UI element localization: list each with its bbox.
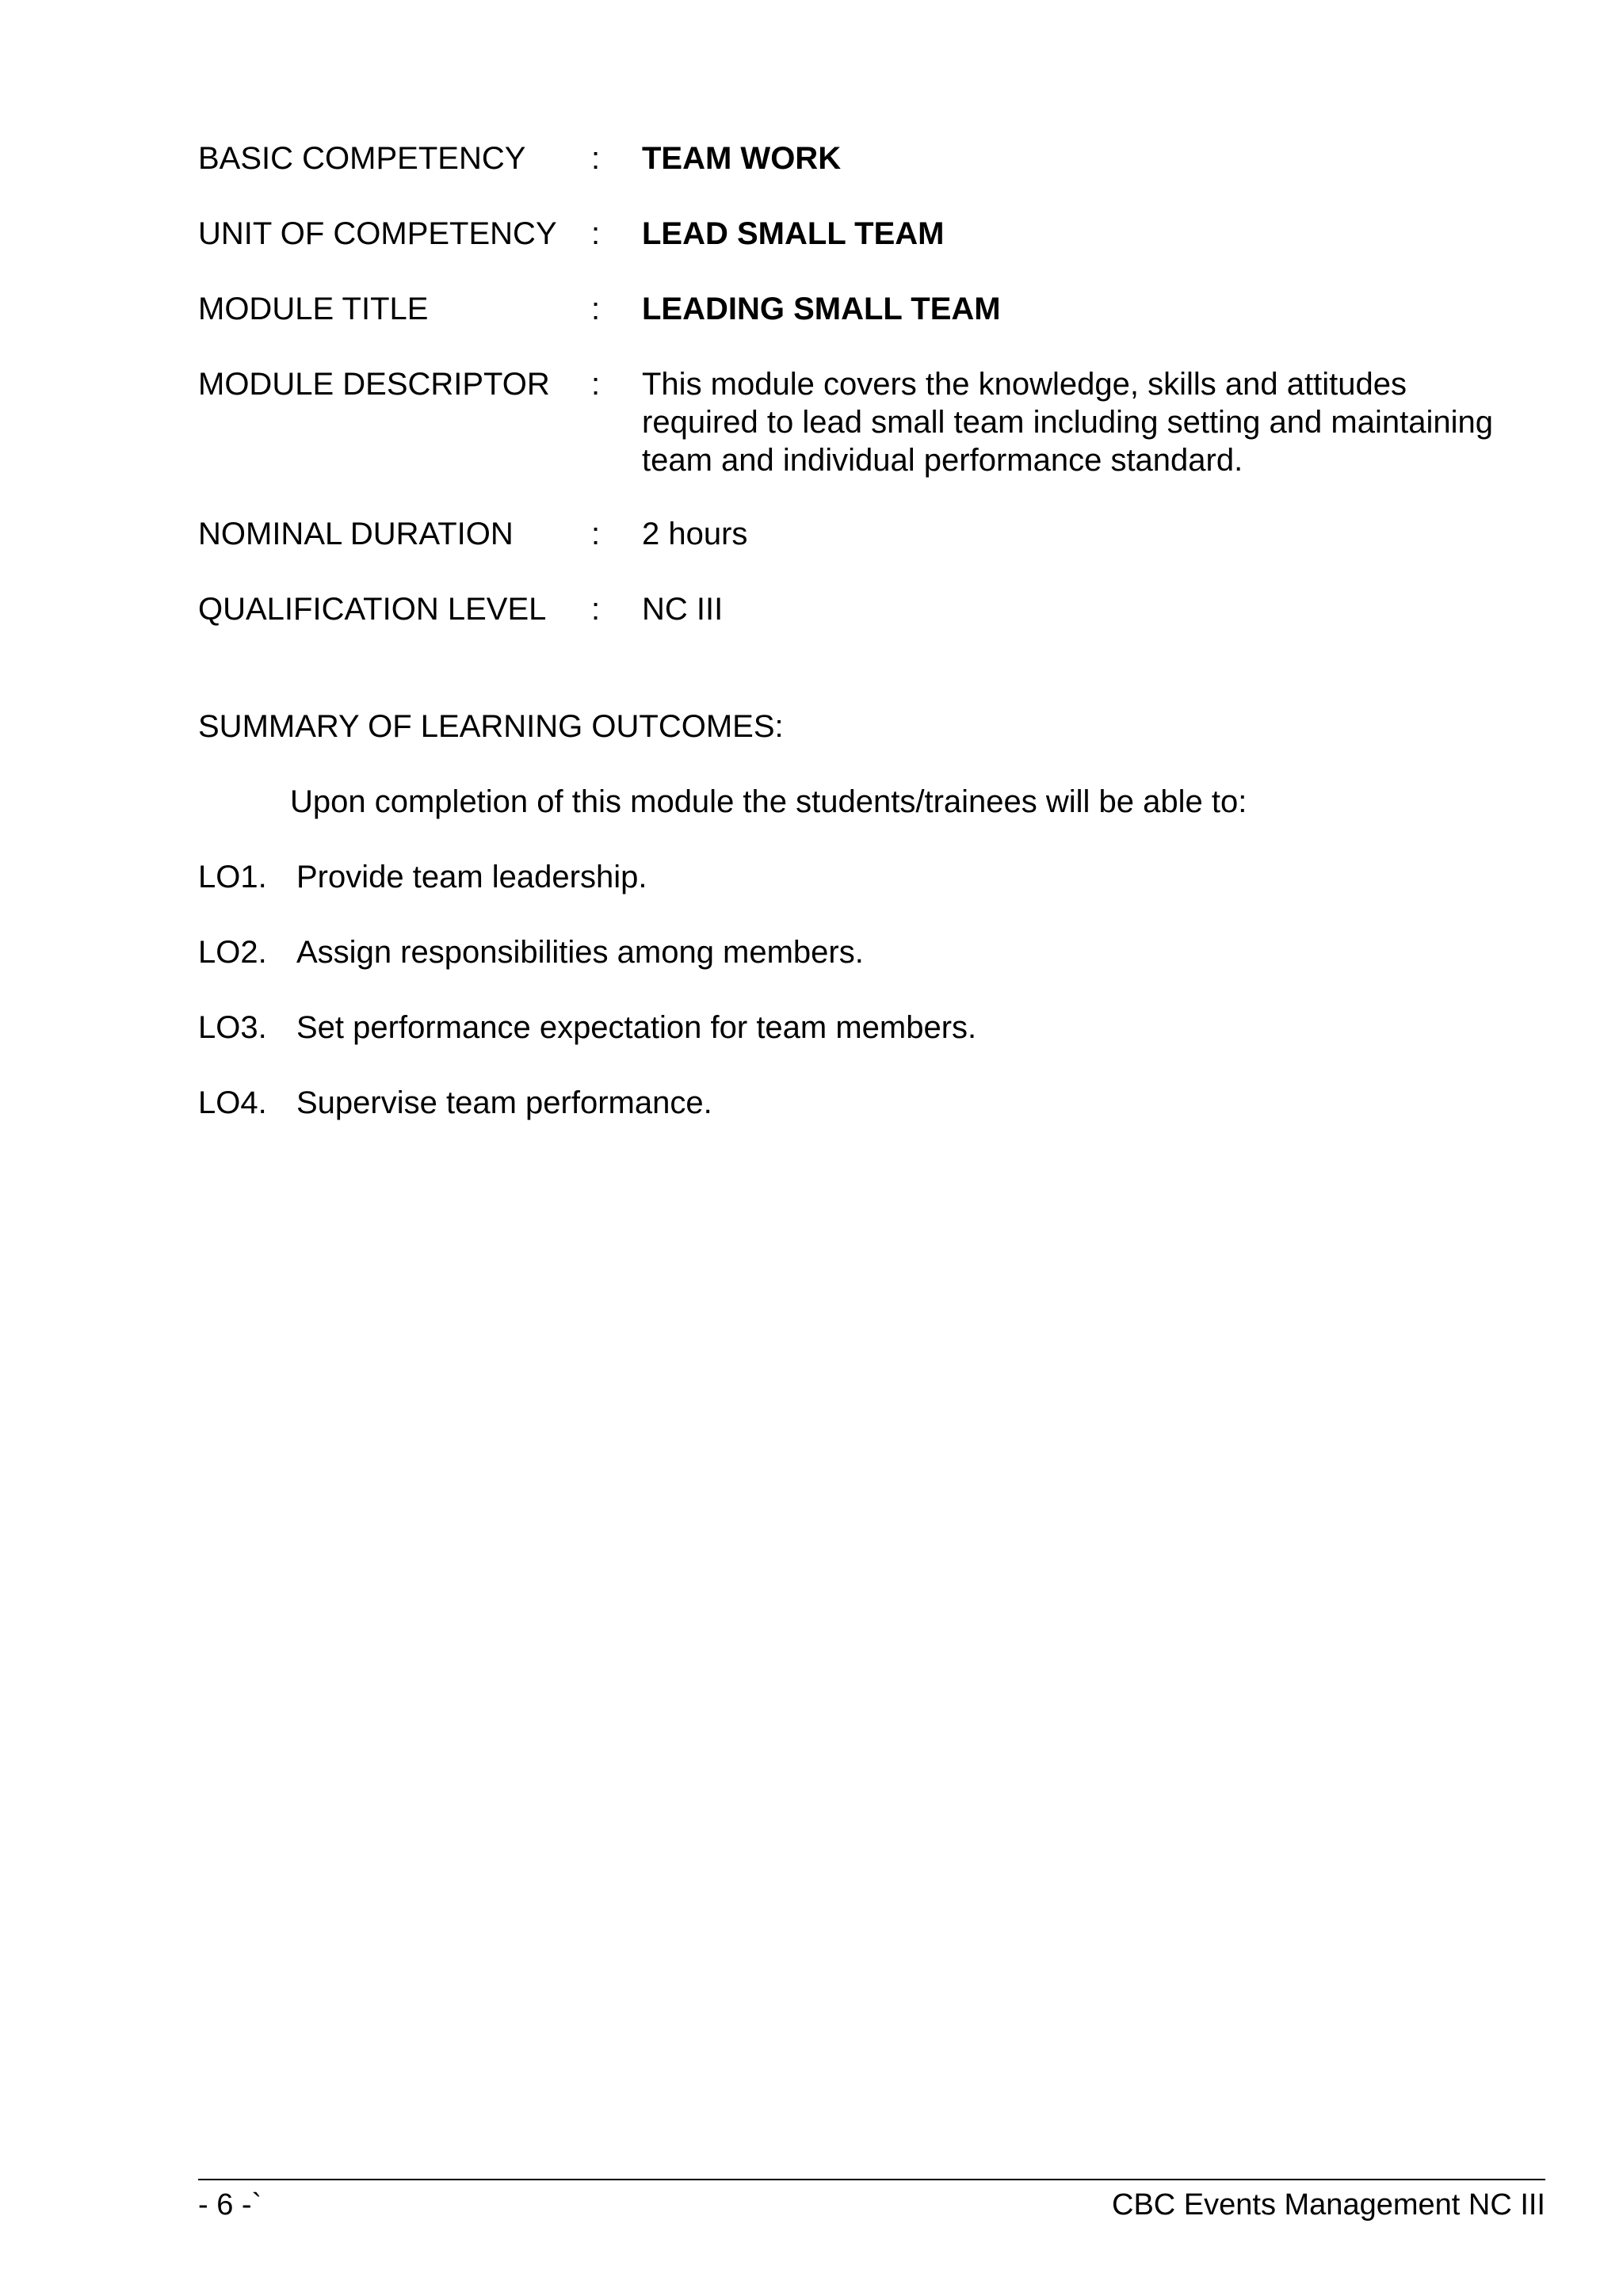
field-value: LEADING SMALL TEAM — [642, 292, 1001, 326]
field-colon: : — [591, 216, 601, 251]
field-value: NC III — [642, 592, 724, 627]
field-colon: : — [591, 292, 601, 326]
field-label: BASIC COMPETENCY — [198, 141, 526, 176]
field-value-descriptor — [642, 365, 1545, 479]
field-label: QUALIFICATION LEVEL — [198, 592, 547, 627]
field-colon: : — [591, 517, 601, 551]
outcome-text: Provide team leadership. — [296, 860, 647, 894]
outcome-code: LO3. — [198, 1010, 267, 1045]
field-colon: : — [591, 141, 601, 176]
field-label: MODULE DESCRIPTOR — [198, 367, 550, 402]
descriptor-line: team and individual performance standard. — [642, 443, 1243, 478]
outcome-text: Assign responsibilities among members. — [296, 935, 864, 970]
descriptor-line: required to lead small team including setting and maintaining — [642, 405, 1493, 440]
field-label: NOMINAL DURATION — [198, 517, 514, 551]
outcome-text: Set performance expectation for team members. — [296, 1010, 977, 1045]
field-label: UNIT OF COMPETENCY — [198, 216, 557, 251]
document-title: CBC Events Management NC III — [1112, 2188, 1545, 2222]
outcome-code: LO4. — [198, 1085, 267, 1120]
footer-divider — [198, 2179, 1545, 2180]
outcome-code: LO1. — [198, 860, 267, 894]
page-number: - 6 -` — [198, 2188, 262, 2222]
field-value: LEAD SMALL TEAM — [642, 216, 945, 251]
field-colon: : — [591, 592, 601, 627]
field-colon: : — [591, 367, 601, 402]
outcome-code: LO2. — [198, 935, 267, 970]
field-label: MODULE TITLE — [198, 292, 429, 326]
outcome-text: Supervise team performance. — [296, 1085, 712, 1120]
descriptor-line: This module covers the knowledge, skills and attitudes — [642, 367, 1407, 402]
field-value: TEAM WORK — [642, 141, 842, 176]
summary-heading: SUMMARY OF LEARNING OUTCOMES: — [198, 709, 784, 744]
field-value: 2 hours — [642, 517, 748, 551]
summary-intro: Upon completion of this module the students/trainees will be able to: — [290, 784, 1247, 819]
